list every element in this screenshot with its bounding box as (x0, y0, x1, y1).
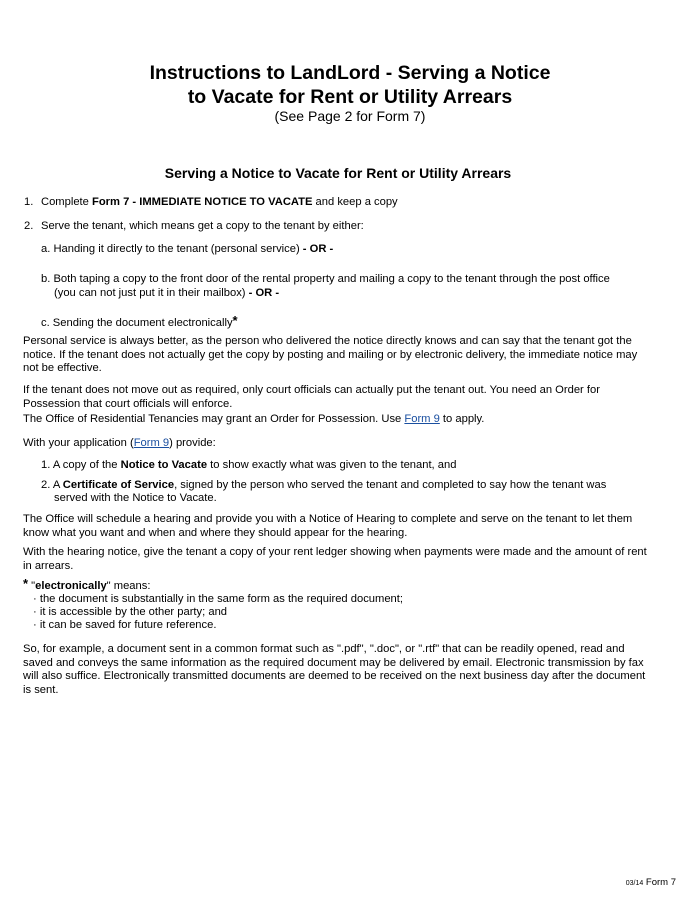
electronically-definition: * "electronically" means: (23, 576, 151, 592)
provide-item-1: 1. A copy of the Notice to Vacate to show exactly what was given to the tenant, and (41, 459, 457, 471)
section-heading: Serving a Notice to Vacate for Rent or Utility Arrears (164, 165, 512, 181)
form-9-link-2[interactable]: Form 9 (133, 437, 170, 449)
page-title-line-2: to Vacate for Rent or Utility Arrears (187, 86, 513, 108)
page-subtitle: (See Page 2 for Form 7) (274, 108, 426, 124)
option-b-line-1: b. Both taping a copy to the front door of the rental property and mailing a copy to the tenant through the post office (41, 273, 610, 285)
option-c: c. Sending the document electronically* (41, 313, 238, 329)
option-b-line-2: (you can not just put it in their mailbox) - OR - (54, 287, 280, 299)
ledger-paragraph: With the hearing notice, give the tenant a copy of your rent ledger showing when payments were made and the amount of rent in arrears. (23, 546, 647, 572)
option-a: a. Handing it directly to the tenant (personal service) - OR - (41, 243, 334, 255)
provide-item-2-line-2: served with the Notice to Vacate. (54, 492, 217, 504)
definition-bullet-3: · it can be saved for future reference. (33, 619, 217, 631)
provide-item-2-line-1: 2. A Certificate of Service, signed by the person who served the tenant and completed to say how the tenant was (41, 479, 607, 491)
definition-bullet-1: · the document is substantially in the same form as the required document; (33, 593, 403, 605)
footer-form-code: 03/14 Form 7 (625, 876, 676, 888)
order-for-possession-paragraph: The Office of Residential Tenancies may grant an Order for Possession. Use Form 9 to apply. (23, 413, 485, 425)
example-paragraph: So, for example, a document sent in a common format such as ".pdf", ".doc", or ".rtf" that can be readily opened, read and saved and conveys the same information as the required document may be delivered by email. Electronic transmission by fax will also suffice. Electronically transmitted documents are deemed to be received on the next business day after the document is sent. (23, 643, 646, 696)
personal-service-paragraph: Personal service is always better, as the person who delivered the notice directly knows and can say that the tenant got the notice. If the tenant does not actually get the copy by posting and mailing or by electronic delivery, the immediate notice may not be effective. (23, 335, 638, 374)
step-2-number: 2. (24, 220, 34, 232)
hearing-paragraph: The Office will schedule a hearing and provide you with a Notice of Hearing to complete and serve on the tenant to let them know what you want and when and where they should appear for the hearing. (23, 513, 633, 539)
form-9-link[interactable]: Form 9 (404, 413, 440, 425)
page-title-line-1: Instructions to LandLord - Serving a Notice (149, 62, 551, 84)
definition-bullet-2: · it is accessible by the other party; and (33, 606, 228, 618)
step-1-text: Complete Form 7 - IMMEDIATE NOTICE TO VACATE and keep a copy (41, 196, 398, 208)
move-out-paragraph: If the tenant does not move out as required, only court officials can actually put the tenant out. You need an Order for Possession that court officials will enforce. (23, 384, 600, 410)
application-paragraph: With your application (Form 9) provide: (23, 437, 216, 449)
step-2-text: Serve the tenant, which means get a copy to the tenant by either: (41, 220, 364, 232)
step-1-number: 1. (24, 196, 34, 208)
